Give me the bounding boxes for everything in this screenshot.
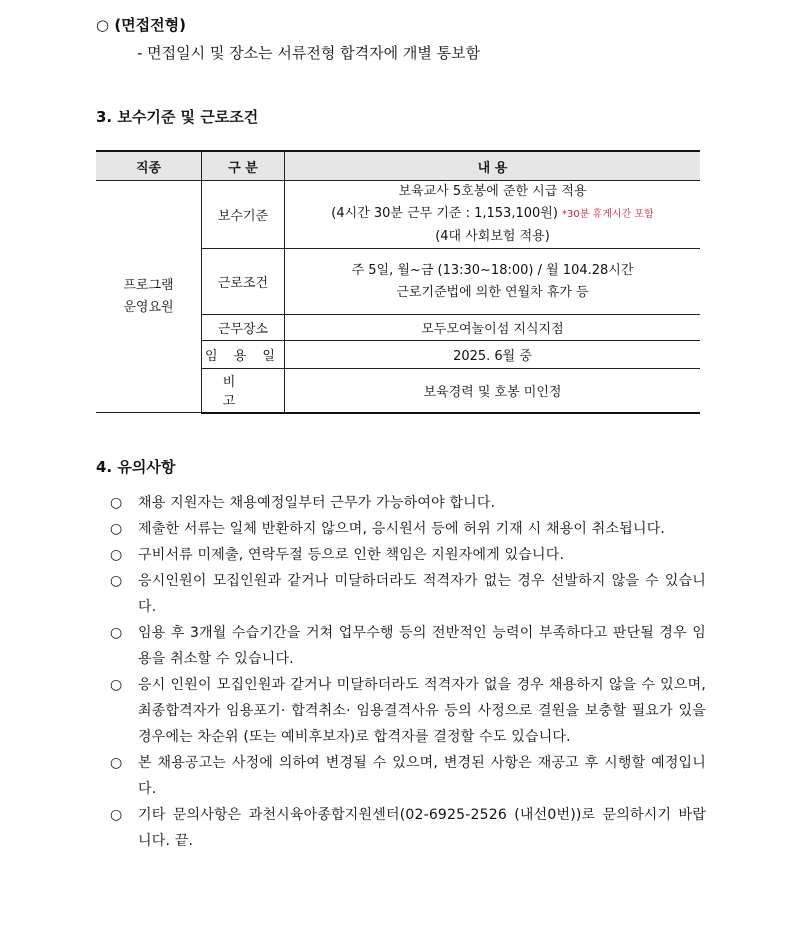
notice-text: 기타 문의사항은 과천시육아종합지원센터(02-6925-2526 (내선0번))로 문의하시기 바랍니다. 끝. bbox=[138, 807, 706, 849]
pay-line2 bbox=[285, 203, 700, 226]
notice-text: 응시인원이 모집인원과 같거나 미달하더라도 적격자가 없는 경우 선발하지 않을 수 있습니다. bbox=[138, 573, 706, 615]
category-remarks: 비 고 bbox=[202, 369, 285, 413]
header-category: 구 분 bbox=[202, 151, 285, 181]
content-place: 모두모여놀이섬 지식지점 bbox=[285, 315, 701, 341]
circle-bullet-icon: ○ bbox=[96, 16, 110, 34]
content-hire-date: 2025. 6월 중 bbox=[285, 341, 701, 369]
category-hire-date: 임 용 일 bbox=[202, 341, 285, 369]
conditions-line1: 주 5일, 월~금 (13:30~18:00) / 월 104.28시간 bbox=[351, 262, 634, 278]
interview-heading bbox=[96, 14, 186, 35]
notice-text: 구비서류 미제출, 연락두절 등으로 인한 책임은 지원자에게 있습니다. bbox=[138, 547, 565, 563]
conditions-line2: 근로기준법에 의한 연월차 휴가 등 bbox=[396, 284, 589, 300]
circle-bullet-icon: ○ bbox=[110, 495, 123, 511]
job-line1: 프로그램 bbox=[123, 277, 174, 293]
circle-bullet-icon: ○ bbox=[110, 573, 123, 589]
notice-text: 임용 후 3개월 수습기간을 거쳐 업무수행 등의 전반적인 능력이 부족하다고 판단될 경우 임용을 취소할 수 있습니다. bbox=[138, 625, 706, 667]
circle-bullet-icon: ○ bbox=[110, 521, 123, 537]
pay-line2-main: (4시간 30분 근무 기준 : 1,153,100원) bbox=[331, 206, 558, 221]
interview-note: - 면접일시 및 장소는 서류전형 합격자에 개별 통보함 bbox=[137, 44, 481, 62]
job-line2: 운영요원 bbox=[123, 299, 174, 315]
content-pay bbox=[285, 181, 701, 249]
job-cell bbox=[96, 181, 202, 413]
list-item bbox=[110, 516, 706, 542]
circle-bullet-icon: ○ bbox=[110, 755, 123, 771]
category-pay: 보수기준 bbox=[202, 181, 285, 249]
list-item bbox=[110, 490, 706, 516]
section4-title: 4. 유의사항 bbox=[96, 458, 176, 476]
notice-text: 채용 지원자는 채용예정일부터 근무가 가능하여야 합니다. bbox=[138, 495, 496, 511]
list-item bbox=[110, 750, 706, 802]
category-conditions: 근로조건 bbox=[202, 249, 285, 315]
pay-line2-note: *30분 휴게시간 포함 bbox=[562, 209, 654, 220]
content-remarks: 보육경력 및 호봉 미인정 bbox=[285, 369, 701, 413]
table-header-row bbox=[96, 151, 700, 181]
list-item bbox=[110, 620, 706, 672]
pay-line1: 보육교사 5호봉에 준한 시급 적용 bbox=[398, 184, 587, 199]
circle-bullet-icon: ○ bbox=[110, 807, 123, 823]
list-item bbox=[110, 568, 706, 620]
list-item bbox=[110, 802, 706, 854]
header-content: 내 용 bbox=[285, 151, 701, 181]
circle-bullet-icon: ○ bbox=[110, 677, 123, 693]
notice-text: 본 채용공고는 사정에 의하여 변경될 수 있으며, 변경된 사항은 재공고 후 시행할 예정입니다. bbox=[138, 755, 706, 797]
notice-text: 응시 인원이 모집인원과 같거나 미달하더라도 적격자가 없을 경우 채용하지 않을 수 있으며, 최종합격자가 임용포기· 합격취소· 임용결격사유 등의 사정으로 결원을 보충할 필요가 있을 경우에는 차순위 (또는 예비후보자)로 합격자를 결정할 수도 있습니다. bbox=[138, 677, 706, 745]
circle-bullet-icon: ○ bbox=[110, 625, 123, 641]
category-place: 근무장소 bbox=[202, 315, 285, 341]
list-item bbox=[110, 542, 706, 568]
circle-bullet-icon: ○ bbox=[110, 547, 123, 563]
notice-list bbox=[110, 490, 706, 854]
header-job: 직종 bbox=[96, 151, 202, 181]
interview-heading-text: (면접전형) bbox=[114, 16, 186, 34]
section3-title: 3. 보수기준 및 근로조건 bbox=[96, 108, 259, 126]
pay-line3: (4대 사회보험 적용) bbox=[435, 229, 550, 244]
content-conditions bbox=[285, 249, 701, 315]
table-row bbox=[96, 181, 700, 249]
pay-conditions-table bbox=[96, 150, 700, 414]
list-item bbox=[110, 672, 706, 750]
notice-text: 제출한 서류는 일체 반환하지 않으며, 응시원서 등에 허위 기재 시 채용이 취소됩니다. bbox=[138, 521, 666, 537]
